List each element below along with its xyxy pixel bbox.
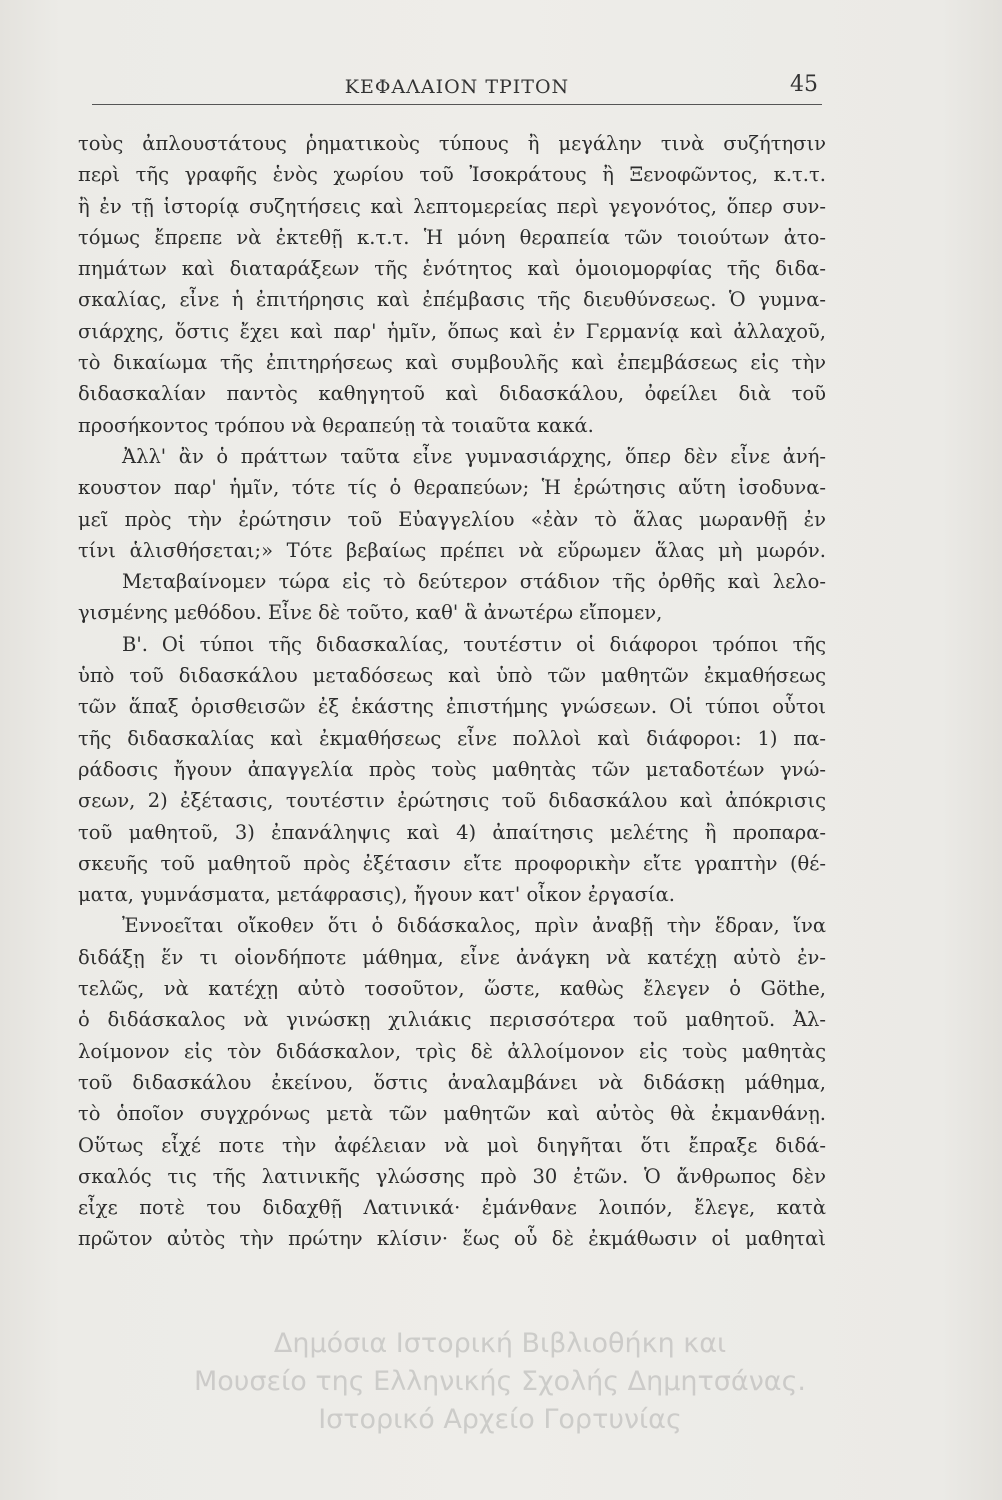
text-line: κουστον παρ' ἡμῖν, τότε τίς ὁ θεραπεύων; Ἡ ἐρώτησις αὕτη ἰσοδυνα- — [78, 476, 826, 500]
page-number: 45 — [790, 72, 818, 97]
text-line: μεῖ πρὸς τὴν ἐρώτησιν τοῦ Εὐαγγελίου «ἐὰν τὸ ἅλας μωρανθῇ ἐν — [78, 507, 826, 531]
text-line: τῶν ἅπαξ ὁρισθεισῶν ἐξ ἑκάστης ἐπιστήμης γνώσεων. Οἱ τύποι οὗτοι — [78, 695, 826, 719]
text-line: τὸ ὁποῖον συγχρόνως μετὰ τῶν μαθητῶν καὶ αὐτὸς θὰ ἐκμανθάνῃ. — [78, 1102, 826, 1126]
text-line: πρῶτον αὐτὸς τὴν πρώτην κλίσιν· ἕως οὗ δὲ ἐκμάθωσιν οἱ μαθηταὶ — [78, 1227, 826, 1251]
text-line: τοῦ διδασκάλου ἐκείνου, ὅστις ἀναλαμβάνει νὰ διδάσκῃ μάθημα, — [78, 1070, 826, 1094]
text-line: εἶχε ποτὲ του διδαχθῇ Λατινικά· ἐμάνθανε λοιπόν, ἔλεγε, κατὰ — [78, 1196, 826, 1220]
header-rule — [92, 104, 822, 105]
text-line: γισμένης μεθόδου. Εἶνε δὲ τοῦτο, καθ' ἃ ἀνωτέρω εἴπομεν, — [78, 601, 663, 625]
text-line: σεων, 2) ἐξέτασις, τουτέστιν ἐρώτησις τοῦ διδασκάλου καὶ ἀπόκρισις — [78, 789, 826, 813]
body-text — [78, 128, 826, 1255]
text-line: τίνι ἁλισθήσεται;» Τότε βεβαίως πρέπει νὰ εὕρωμεν ἅλας μὴ μωρόν. — [78, 538, 826, 562]
text-line: τοὺς ἀπλουστάτους ῥηματικοὺς τύπους ἢ μεγάλην τινὰ συζήτησιν — [78, 132, 826, 155]
text-line: τόμως ἔπρεπε νὰ ἐκτεθῇ κ.τ.τ. Ἡ μόνη θεραπεία τῶν τοιούτων ἀτο- — [78, 225, 826, 249]
text-line: διδασκαλίαν παντὸς καθηγητοῦ καὶ διδασκάλου, ὀφείλει διὰ τοῦ — [78, 382, 826, 406]
text-line: Μεταβαίνομεν τώρα εἰς τὸ δεύτερον στάδιον τῆς ὀρθῆς καὶ λελο- — [122, 570, 826, 594]
text-line: προσήκοντος τρόπου νὰ θεραπεύῃ τὰ τοιαῦτα κακά. — [78, 413, 594, 437]
text-line: σκαλός τις τῆς λατινικῆς γλώσσης πρὸ 30 ἐτῶν. Ὁ ἄνθρωπος δὲν — [78, 1164, 826, 1188]
text-line: πημάτων καὶ διαταράξεων τῆς ἑνότητος καὶ ὁμοιομορφίας τῆς διδα- — [78, 257, 826, 281]
text-line: περὶ τῆς γραφῆς ἑνὸς χωρίου τοῦ Ἰσοκράτους ἢ Ξενοφῶντος, κ.τ.τ. — [78, 163, 826, 187]
text-line: σιάρχης, ὅστις ἔχει καὶ παρ' ἡμῖν, ὅπως καὶ ἐν Γερμανίᾳ καὶ ἀλλαχοῦ, — [78, 319, 826, 343]
text-line: τελῶς, νὰ κατέχῃ αὐτὸ τοσοῦτον, ὥστε, καθὼς ἔλεγεν ὁ Göthe, — [78, 977, 826, 1001]
text-line: σκευῆς τοῦ μαθητοῦ πρὸς ἐξέτασιν εἴτε προφορικὴν εἴτε γραπτὴν (θέ- — [78, 851, 826, 875]
text-line: ράδοσις ἤγουν ἀπαγγελία πρὸς τοὺς μαθητὰς τῶν μεταδοτέων γνώ- — [78, 757, 826, 781]
text-line: ὁ διδάσκαλος νὰ γινώσκῃ χιλιάκις περισσότερα τοῦ μαθητοῦ. Ἀλ- — [78, 1008, 826, 1032]
text-line: ὑπὸ τοῦ διδασκάλου μεταδόσεως καὶ ὑπὸ τῶν μαθητῶν ἐκμαθήσεως — [78, 664, 826, 688]
text-line: ματα, γυμνάσματα, μετάφρασις), ἤγουν κατ' οἶκον ἐργασία. — [78, 883, 675, 907]
running-header — [92, 72, 822, 106]
text-line: λοίμονον εἰς τὸν διδάσκαλον, τρὶς δὲ ἀλλοίμονον εἰς τοὺς μαθητὰς — [78, 1039, 826, 1063]
text-line: Οὕτως εἶχέ ποτε τὴν ἀφέλειαν νὰ μοὶ διηγῆται ὅτι ἔπραξε διδά- — [78, 1133, 826, 1157]
text-line: σκαλίας, εἶνε ἡ ἐπιτήρησις καὶ ἐπέμβασις τῆς διευθύνσεως. Ὁ γυμνα- — [78, 288, 826, 312]
text-line: τοῦ μαθητοῦ, 3) ἐπανάληψις καὶ 4) ἀπαίτησις μελέτης ἢ προπαρα- — [78, 820, 826, 844]
watermark-line: Ιστορικό Αρχείο Γορτυνίας — [318, 1404, 682, 1435]
text-line: τὸ δικαίωμα τῆς ἐπιτηρήσεως καὶ συμβουλῆς καὶ ἐπεμβάσεως εἰς τὴν — [78, 351, 826, 375]
text-line: Ἀλλ' ἂν ὁ πράττων ταῦτα εἶνε γυμνασιάρχης, ὅπερ δὲν εἶνε ἀνή- — [122, 444, 826, 468]
watermark-line: Δημόσια Ιστορική Βιβλιοθήκη και — [273, 1328, 727, 1359]
text-line: ἢ ἐν τῇ ἱστορίᾳ συζητήσεις καὶ λεπτομερείας περὶ γεγονότος, ὅπερ συν- — [78, 194, 826, 218]
text-line: Ἐννοεῖται οἴκοθεν ὅτι ὁ διδάσκαλος, πρὶν ἀναβῇ τὴν ἕδραν, ἵνα — [122, 914, 826, 938]
watermark-line: Μουσείο της Ελληνικής Σχολής Δημητσάνας. — [193, 1366, 807, 1397]
text-line: Β'. Οἱ τύποι τῆς διδασκαλίας, τουτέστιν οἱ διάφοροι τρόποι τῆς — [122, 632, 826, 656]
chapter-title: ΚΕΦΑΛΑΙΟΝ ΤΡΙΤΟΝ — [344, 76, 570, 98]
text-line: τῆς διδασκαλίας καὶ ἐκμαθήσεως εἶνε πολλοὶ καὶ διάφοροι: 1) πα- — [78, 726, 826, 750]
text-line: διδάξῃ ἕν τι οἱονδήποτε μάθημα, εἶνε ἀνάγκη νὰ κατέχῃ αὐτὸ ἐν- — [78, 945, 826, 969]
